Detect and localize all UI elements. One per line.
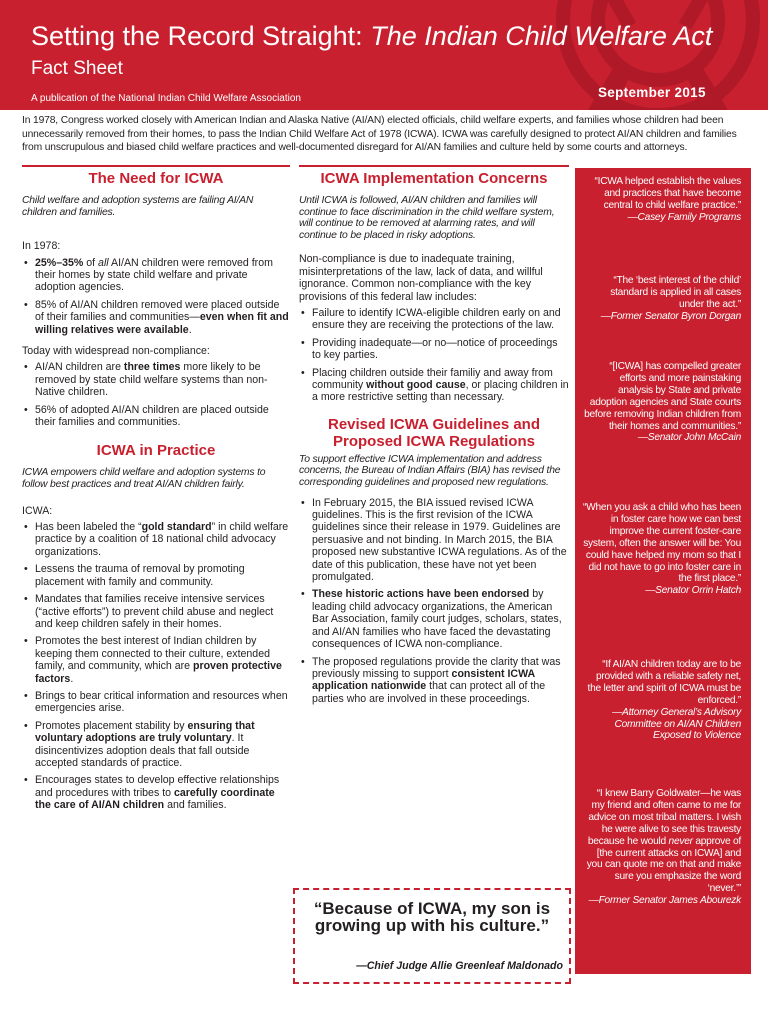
section-heading-practice: ICWA in Practice: [96, 442, 216, 460]
list-item: • Promotes the best interest of Indian children by keeping them connected to their culture, extended family, and community, which are proven protective factors.: [22, 635, 290, 685]
list-item: • Has been labeled the “gold standard” in child welfare practice by a coalition of 18 national child advocacy organizations.: [22, 521, 290, 558]
page-title: [31, 20, 712, 52]
pull-quote-box: [293, 888, 571, 984]
quote-item: “I knew Barry Goldwater—he was my friend and often came to me for advice on most tribal matters. I wish he were alive to see this travesty because he would never approve of [the current attacks on ICWA] and you can quote me on that and make sure you emphasize the word ‘never.’” —Former Senator James Abourezk: [586, 788, 741, 907]
list-item: • 56% of adopted AI/AN children are placed outside their families and communities.: [22, 404, 290, 429]
list-item: • Brings to bear critical information and resources when emergencies arise.: [22, 690, 290, 715]
quote-item: “[ICWA] has compelled greater efforts and more painstaking analysis by State and private adoption agencies and State courts before removing Indian children from their homes and communities.” —Senator John McCain: [584, 361, 741, 444]
guidelines-lead: To support effective ICWA implementation and address concerns, the Bureau of Indian Affairs (BIA) has revised the corresponding guidelines and proposed new regulations.: [299, 453, 561, 489]
list-item: • The proposed regulations provide the clarity that was previously missing to support consistent ICWA application nationwide that can protect all of the parties who are involved in these proceedings.: [299, 656, 569, 706]
in-1978-label: In 1978:: [22, 240, 61, 253]
list-item: • Placing children outside their familiy and away from community without good cause, or placing children in a more restrictive setting than necessary.: [299, 367, 569, 404]
left-column: [22, 166, 290, 817]
need-lead: Child welfare and adoption systems are failing AI/AN children and families.: [22, 195, 254, 218]
list-item: • AI/AN children are three times more likely to be removed by state child welfare systems than non-Native children.: [22, 361, 290, 398]
guidelines-list: [299, 497, 569, 706]
need-list-today: [22, 361, 290, 428]
publication-date: September 2015: [598, 85, 706, 100]
list-item: • Lessens the trauma of removal by promoting placement with family and community.: [22, 563, 290, 588]
section-heading-need: The Need for ICWA: [88, 170, 224, 187]
implementation-list: [299, 307, 569, 404]
quote-item: “If AI/AN children today are to be provided with a reliable safety net, the letter and spirit of ICWA must be enforced.” —Attorney General’s Advisory Committee on AI/AN Children Exposed to Violence: [587, 659, 741, 742]
quote-item: “The ‘best interest of the child’ standard is applied in all cases under the act.” —Former Senator Byron Dorgan: [600, 275, 741, 322]
need-list-1978: [22, 257, 290, 336]
icwa-label: ICWA:: [22, 504, 53, 517]
today-label: Today with widespread non-compliance:: [22, 345, 210, 358]
middle-column: [299, 166, 569, 710]
publisher-line: A publication of the National Indian Child Welfare Association: [31, 93, 301, 104]
list-item: • Encourages states to develop effective relationships and procedures with tribes to carefully coordinate the care of AI/AN children and families.: [22, 774, 290, 811]
quote-sidebar: [575, 168, 751, 974]
title-sub: The Indian Child Welfare Act: [370, 21, 713, 51]
section-heading-guidelines: Revised ICWA Guidelines and Proposed ICWA Regulations: [328, 415, 540, 450]
section-heading-implementation: ICWA Implementation Concerns: [320, 170, 548, 187]
pull-quote-text: “Because of ICWA, my son is growing up with his culture.”: [313, 899, 551, 935]
list-item: • Failure to identify ICWA-eligible children early on and ensure they are receiving the protections of the law.: [299, 307, 569, 332]
quote-item: “ICWA helped establish the values and practices that have become central to child welfare practice.” —Casey Family Programs: [594, 176, 741, 223]
implementation-paragraph: Non-compliance is due to inadequate training, misinterpretations of the law, lack of data, and willful ignorance. Common non-compliance with the key provisions of this federal law includes:: [299, 253, 543, 303]
title-main: Setting the Record Straight:: [31, 21, 363, 51]
implementation-lead: Until ICWA is followed, AI/AN children and families will continue to face discrimination in the child welfare system, will continue to be removed at alarming rates, and will continue to be placed in risky adoptions.: [299, 195, 555, 241]
list-item: • Providing inadequate—or no—notice of proceedings to key parties.: [299, 337, 569, 362]
list-item: • These historic actions have been endorsed by leading child advocacy organizations, the American Bar Association, family court judges, scholars, states, and AI/AN families who have faced the devastating consequences of ICWA non-compliance.: [299, 588, 569, 650]
page-subtitle: Fact Sheet: [31, 58, 123, 79]
list-item: • Mandates that families receive intensive services (“active efforts”) to prevent child abuse and neglect and keep children safely in their homes.: [22, 593, 290, 630]
list-item: • 25%–35% of all AI/AN children were removed from their homes by state child welfare and private adoption agencies.: [22, 257, 290, 294]
list-item: • Promotes placement stability by ensuring that voluntary adoptions are truly voluntary. It disincentivizes adoption deals that fall outside accepted standards of practice.: [22, 720, 290, 770]
practice-lead: ICWA empowers child welfare and adoption systems to follow best practices and treat AI/AN children fairly.: [22, 467, 266, 491]
practice-list: [22, 521, 290, 812]
pull-quote-attribution: —Chief Judge Allie Greenleaf Maldonado: [356, 960, 563, 972]
list-item: • 85% of AI/AN children removed were placed outside of their families and communities—even when fit and willing relatives were available.: [22, 299, 290, 336]
list-item: • In February 2015, the BIA issued revised ICWA guidelines. This is the first revision of the ICWA guidelines since their release in 1979. Guidelines are persuasive and not binding. In March 2015, the BIA proposed new substantive ICWA regulations. As of the date of this publication, these have not yet been promulgated.: [299, 497, 569, 584]
quote-item: “When you ask a child who has been in foster care how we can best improve the current foster-care system, often the answer will be: You could have helped my mom so that I did not have to go into foster care in the first place.” —Senator Orrin Hatch: [583, 502, 741, 597]
intro-paragraph: In 1978, Congress worked closely with American Indian and Alaska Native (AI/AN) elected officials, child welfare experts, and families whose children had been unnecessarily removed from their homes, to pass the Indian Child Welfare Act of 1978 (ICWA). ICWA was carefully designed to protect AI/AN children and families from unscrupulous and biased child welfare practices and well-documented disregard for AI/AN families and culture held by some courts and attorneys.: [22, 115, 737, 154]
header-banner: [0, 0, 768, 110]
